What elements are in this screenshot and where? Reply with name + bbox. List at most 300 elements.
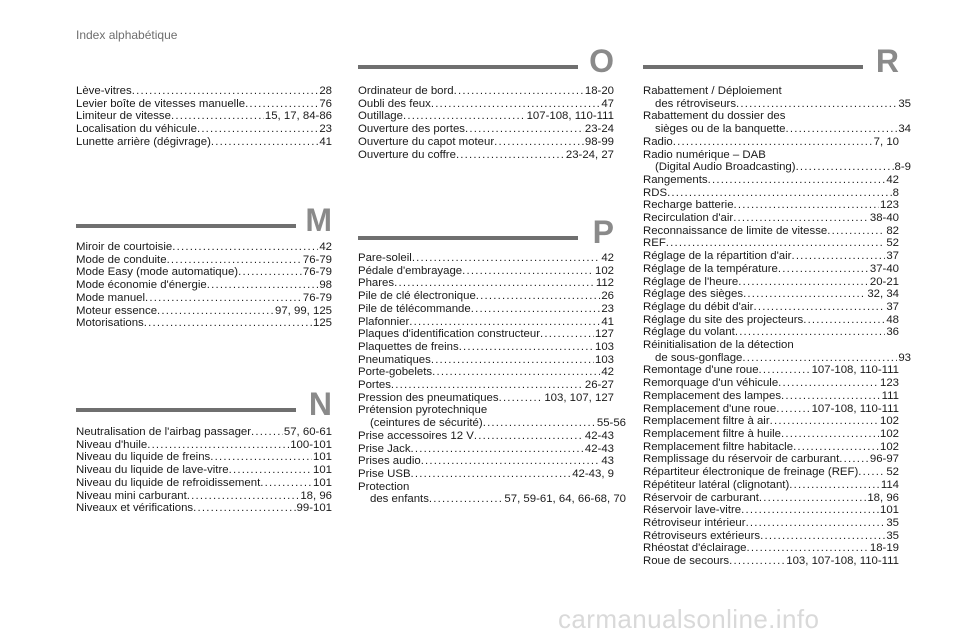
index-entry xyxy=(643,98,911,111)
section-n xyxy=(76,386,332,515)
section-letter: O xyxy=(589,43,614,79)
index-entry xyxy=(76,439,332,452)
index-entry xyxy=(643,149,899,162)
leader-dots xyxy=(167,254,302,267)
index-entry xyxy=(643,555,899,568)
letter-heading-m xyxy=(76,202,332,250)
leader-dots xyxy=(793,441,879,454)
entry-term: Limiteur de vitesse xyxy=(76,110,171,123)
entry-pages: 103, 107-108, 110-111 xyxy=(786,555,899,568)
entry-term: Rangements xyxy=(643,173,708,186)
entry-term: Oubli des feux xyxy=(358,97,431,110)
section-rule xyxy=(76,224,296,228)
entry-term: Rabattement / Déploiement xyxy=(643,85,782,97)
entry-term: Levier boîte de vitesses manuelle xyxy=(76,97,246,110)
entry-pages: 23 xyxy=(601,302,614,315)
index-entry xyxy=(358,123,614,136)
entry-term: RDS xyxy=(643,186,668,199)
leader-dots xyxy=(187,490,300,503)
entry-pages: 18, 96 xyxy=(867,491,899,504)
index-entry xyxy=(643,225,899,238)
index-entry xyxy=(643,136,899,149)
entry-pages: 42-43 xyxy=(584,429,614,442)
entry-term: Plaquettes de freins xyxy=(358,340,459,353)
leader-dots xyxy=(197,123,318,136)
index-entry xyxy=(76,490,332,503)
leader-dots xyxy=(785,123,897,136)
entry-term: Mode de conduite xyxy=(76,253,167,266)
entry-pages: 23-24 xyxy=(584,123,614,136)
leader-dots xyxy=(666,237,886,250)
leader-dots xyxy=(238,266,302,279)
index-entry xyxy=(358,110,614,123)
entry-term: Réglage des sièges xyxy=(643,288,744,301)
entry-term: Réglage de l'heure xyxy=(643,275,739,288)
entry-pages: 23 xyxy=(319,123,332,136)
leader-dots xyxy=(465,123,584,136)
index-entry xyxy=(358,455,614,468)
entry-pages: 42-43, 9 xyxy=(572,467,614,480)
entry-pages: 101 xyxy=(879,504,899,517)
entry-term: Rétroviseur intérieur xyxy=(643,516,746,529)
leader-dots xyxy=(741,504,879,517)
index-entry xyxy=(358,98,614,111)
entry-pages: 8 xyxy=(892,186,899,199)
leader-dots xyxy=(747,542,869,555)
leader-dots xyxy=(429,493,504,506)
entry-pages: 52 xyxy=(886,466,899,479)
entry-term: Réglage du site des projecteurs xyxy=(643,313,804,326)
leader-dots xyxy=(746,517,886,530)
entry-term: Répartiteur électronique de freinage (REF) xyxy=(643,466,859,479)
entry-pages: 97, 99, 125 xyxy=(274,304,332,317)
entry-term: Prises audio xyxy=(358,455,421,468)
entry-term: Pédale d'embrayage xyxy=(358,264,463,277)
index-entry xyxy=(643,314,899,327)
entry-term: (ceintures de sécurité) xyxy=(370,417,483,430)
entry-pages: 18, 96 xyxy=(300,489,332,502)
entry-pages: 26 xyxy=(601,290,614,303)
leader-dots xyxy=(827,225,885,238)
leader-dots xyxy=(391,379,584,392)
entry-term: Réservoir lave-vitre xyxy=(643,504,742,517)
entry-term: Niveau d'huile xyxy=(76,438,148,451)
index-entry xyxy=(643,390,899,403)
index-entry xyxy=(76,98,332,111)
leader-dots xyxy=(778,377,879,390)
entry-pages: 57, 60-61 xyxy=(283,426,332,438)
leader-dots xyxy=(540,328,594,341)
leader-dots xyxy=(738,276,869,289)
leader-dots xyxy=(770,415,879,428)
index-entry xyxy=(76,85,332,98)
leader-dots xyxy=(735,326,886,339)
leader-dots xyxy=(673,136,873,149)
index-entry xyxy=(358,265,614,278)
entry-term: Répétiteur latéral (clignotant) xyxy=(643,478,790,491)
index-entry xyxy=(643,530,899,543)
entry-pages: 34 xyxy=(898,123,911,136)
index-entry xyxy=(358,136,614,149)
index-entry xyxy=(358,149,614,162)
leader-dots xyxy=(144,317,312,330)
leader-dots xyxy=(171,110,264,123)
section-letter: M xyxy=(305,202,332,238)
entry-term: Pile de clé électronique xyxy=(358,290,476,303)
entry-term: Rabattement du dossier des xyxy=(643,110,786,123)
leader-dots xyxy=(411,468,572,481)
index-entry xyxy=(643,250,899,263)
index-entry xyxy=(358,316,614,329)
entry-pages: 42 xyxy=(601,366,614,379)
index-entry xyxy=(358,341,614,354)
index-entry xyxy=(643,263,899,276)
entry-pages: 42 xyxy=(886,173,899,186)
entry-term: Pneumatiques xyxy=(358,353,431,366)
letter-heading-r xyxy=(643,43,899,91)
index-entry xyxy=(643,301,899,314)
entry-term: Réservoir de carburant xyxy=(643,491,759,504)
entry-term: Recharge batterie xyxy=(643,199,734,212)
entry-term: Remplacement filtre à huile xyxy=(643,427,782,440)
leader-dots xyxy=(736,98,897,111)
entry-pages: 57, 59-61, 64, 66-68, 70 xyxy=(504,493,626,506)
entry-pages: 102 xyxy=(594,264,614,277)
entry-pages: 37-40 xyxy=(869,262,899,275)
entry-term: Plaques d'identification constructeur xyxy=(358,328,540,341)
entry-term: Ouverture du capot moteur xyxy=(358,135,495,148)
section-rule xyxy=(358,65,578,69)
entry-term: Protection xyxy=(358,480,410,493)
leader-dots xyxy=(147,439,289,452)
index-entry xyxy=(358,392,614,405)
entry-pages: 100-101 xyxy=(290,438,332,451)
entry-pages: 35 xyxy=(886,529,899,542)
leader-dots xyxy=(733,212,869,225)
index-entry xyxy=(76,502,332,515)
index-entry xyxy=(358,290,614,303)
entry-term: Rhéostat d'éclairage xyxy=(643,542,747,555)
entry-term: de sous-gonflage xyxy=(655,351,743,364)
entry-pages: 28 xyxy=(319,85,332,97)
entry-pages: 82 xyxy=(886,224,899,237)
index-entry xyxy=(643,492,899,505)
entry-term: Réglage du volant xyxy=(643,326,735,339)
leader-dots xyxy=(229,464,312,477)
entry-term: Outillage xyxy=(358,110,403,123)
entry-term: Réglage de la répartition d'air xyxy=(643,250,792,263)
entry-term: (Digital Audio Broadcasting) xyxy=(655,161,796,174)
entry-pages: 18-20 xyxy=(584,85,614,97)
entry-pages: 127 xyxy=(594,328,614,341)
leader-dots xyxy=(781,390,881,403)
index-entry xyxy=(76,136,332,149)
section-rule xyxy=(643,65,863,69)
entry-term: Portes xyxy=(358,379,391,392)
entry-pages: 107-108, 110-111 xyxy=(526,110,614,123)
leader-dots xyxy=(411,443,584,456)
entry-pages: 102 xyxy=(879,415,899,428)
entry-term: Porte-gobelets xyxy=(358,366,433,379)
index-entry xyxy=(76,123,332,136)
index-entry xyxy=(643,479,899,492)
entry-pages: 99-101 xyxy=(296,502,332,515)
entry-term: Pression des pneumatiques xyxy=(358,391,499,404)
index-entry xyxy=(358,493,626,506)
entry-pages: 20-21 xyxy=(869,275,899,288)
entry-term: Réinitialisation de la détection xyxy=(643,339,794,352)
entry-term: Mode manuel xyxy=(76,291,146,304)
entry-pages: 112 xyxy=(595,277,614,290)
index-entry xyxy=(358,443,614,456)
entry-pages: 42-43 xyxy=(584,442,614,455)
entry-pages: 41 xyxy=(601,315,614,328)
index-entry xyxy=(76,451,332,464)
index-entry xyxy=(643,466,899,479)
entry-term: Ouverture des portes xyxy=(358,123,465,136)
entry-term: Roue de secours xyxy=(643,555,730,568)
letter-heading-o xyxy=(358,43,614,91)
index-entry xyxy=(358,366,614,379)
entry-term: Remontage d'une roue xyxy=(643,364,759,377)
entry-term: Plafonnier xyxy=(358,315,410,328)
leader-dots xyxy=(743,288,866,301)
entry-pages: 125 xyxy=(312,317,332,330)
entry-pages: 18-19 xyxy=(869,542,899,555)
index-entry xyxy=(643,428,899,441)
leader-dots xyxy=(210,451,312,464)
watermark: carmanualsonline.info xyxy=(558,604,820,634)
index-entry xyxy=(643,542,899,555)
index-entry xyxy=(76,292,332,305)
entry-term: Prétension pyrotechnique xyxy=(358,404,488,417)
entry-pages: 37 xyxy=(886,300,899,313)
index-entry xyxy=(358,417,626,430)
index-entry xyxy=(358,379,614,392)
leader-dots xyxy=(431,354,594,367)
entry-term: Radio xyxy=(643,135,673,148)
index-entry xyxy=(358,303,614,316)
section-m xyxy=(76,202,332,330)
index-entry xyxy=(643,161,911,174)
leader-dots xyxy=(403,110,526,123)
entry-term: Pare-soleil xyxy=(358,252,412,264)
leader-dots xyxy=(431,98,601,111)
index-entry xyxy=(643,453,899,466)
leader-dots xyxy=(499,392,544,405)
entry-term: Rétroviseurs extérieurs xyxy=(643,529,761,542)
entry-pages: 103 xyxy=(594,353,614,366)
entry-pages: 48 xyxy=(886,313,899,326)
entry-pages: 7, 10 xyxy=(873,135,899,148)
index-entry xyxy=(643,237,899,250)
leader-dots xyxy=(483,417,596,430)
entry-pages: 42 xyxy=(601,252,614,264)
index-entry xyxy=(643,364,899,377)
section-rule xyxy=(358,236,578,240)
entry-term: Recirculation d'air xyxy=(643,212,734,225)
entry-term: Prise accessoires 12 V xyxy=(358,429,474,442)
entry-pages: 8-9 xyxy=(894,161,911,174)
entry-term: Prise USB xyxy=(358,467,411,480)
section-l xyxy=(76,85,332,149)
entry-term: Localisation du véhicule xyxy=(76,123,197,136)
index-entry xyxy=(643,352,911,365)
leader-dots xyxy=(734,199,879,212)
leader-dots xyxy=(474,430,584,443)
entry-pages: 42 xyxy=(319,241,332,253)
entry-term: Remplacement d'une roue xyxy=(643,402,777,415)
entry-pages: 103, 107, 127 xyxy=(544,391,614,404)
entry-term: Lève-vitres xyxy=(76,85,132,97)
leader-dots xyxy=(394,277,595,290)
entry-term: Remplissage du réservoir de carburant xyxy=(643,453,840,466)
index-entry xyxy=(643,377,899,390)
section-rule xyxy=(76,408,296,412)
leader-dots xyxy=(471,303,601,316)
entry-term: Phares xyxy=(358,277,395,290)
entry-term: sièges ou de la banquette xyxy=(655,123,786,136)
letter-heading-p xyxy=(358,214,614,262)
section-o xyxy=(358,43,614,161)
leader-dots xyxy=(421,455,601,468)
leader-dots xyxy=(791,250,885,263)
leader-dots xyxy=(456,149,565,162)
index-entry xyxy=(358,404,614,417)
entry-pages: 36 xyxy=(886,326,899,339)
leader-dots xyxy=(667,187,892,200)
entry-pages: 47 xyxy=(601,97,614,110)
entry-pages: 55-56 xyxy=(596,417,626,430)
index-entry xyxy=(358,481,614,494)
entry-pages: 101 xyxy=(312,464,332,477)
entry-term: Neutralisation de l'airbag passager xyxy=(76,426,252,438)
entry-term: Pile de télécommande xyxy=(358,302,471,315)
leader-dots xyxy=(796,161,894,174)
entry-pages: 101 xyxy=(312,476,332,489)
page-header: Index alphabétique xyxy=(76,28,178,42)
leader-dots xyxy=(742,352,897,365)
index-entry xyxy=(643,199,899,212)
entry-term: Réglage de la température xyxy=(643,262,778,275)
section-letter: P xyxy=(592,214,614,250)
entry-term: Niveau mini carburant xyxy=(76,489,187,502)
index-entry xyxy=(643,187,899,200)
entry-term: Miroir de courtoisie xyxy=(76,241,173,253)
leader-dots xyxy=(759,364,811,377)
leader-dots xyxy=(803,314,885,327)
entry-pages: 111 xyxy=(881,389,899,402)
entry-term: Niveau du liquide de lave-vitre xyxy=(76,464,229,477)
entry-pages: 52 xyxy=(886,237,899,250)
leader-dots xyxy=(778,263,869,276)
index-entry xyxy=(643,174,899,187)
entry-pages: 23-24, 27 xyxy=(565,148,614,161)
index-entry xyxy=(643,288,899,301)
leader-dots xyxy=(462,265,594,278)
leader-dots xyxy=(476,290,601,303)
index-entry xyxy=(358,468,614,481)
entry-pages: 107-108, 110-111 xyxy=(811,402,899,415)
index-entry xyxy=(76,254,332,267)
entry-term: Niveau du liquide de refroidissement xyxy=(76,476,261,489)
entry-pages: 101 xyxy=(312,451,332,464)
index-entry xyxy=(643,339,899,352)
entry-term: Radio numérique – DAB xyxy=(643,148,766,161)
leader-dots xyxy=(753,301,885,314)
index-entry xyxy=(643,415,899,428)
index-entry xyxy=(358,430,614,443)
entry-pages: 96-97 xyxy=(869,453,899,466)
leader-dots xyxy=(459,341,594,354)
entry-pages: 103 xyxy=(594,340,614,353)
entry-term: Ordinateur de bord xyxy=(358,85,454,97)
entry-pages: 123 xyxy=(879,199,899,212)
entry-term: Mode Easy (mode automatique) xyxy=(76,266,239,279)
entry-pages: 76-79 xyxy=(302,253,332,266)
index-entry xyxy=(643,123,911,136)
index-entry xyxy=(76,279,332,292)
index-entry xyxy=(643,504,899,517)
entry-pages: 26-27 xyxy=(584,379,614,392)
entry-pages: 76-79 xyxy=(302,291,332,304)
entry-pages: 35 xyxy=(898,97,911,110)
entry-pages: 98 xyxy=(319,279,332,292)
leader-dots xyxy=(776,403,810,416)
section-letter: R xyxy=(875,43,899,79)
entry-pages: 76 xyxy=(319,97,332,110)
index-entry xyxy=(76,305,332,318)
entry-pages: 38-40 xyxy=(869,212,899,225)
index-entry xyxy=(643,403,899,416)
entry-pages: 102 xyxy=(879,440,899,453)
entry-pages: 76-79 xyxy=(302,266,332,279)
leader-dots xyxy=(157,305,274,318)
entry-pages: 41 xyxy=(319,135,332,148)
entry-term: Niveaux et vérifications xyxy=(76,502,194,515)
index-entry xyxy=(358,277,614,290)
entry-term: Réglage du débit d'air xyxy=(643,300,754,313)
leader-dots xyxy=(781,428,879,441)
entry-pages: 43 xyxy=(601,455,614,468)
section-p xyxy=(358,214,626,506)
entry-term: Remorquage d'un véhicule xyxy=(643,377,779,390)
entry-pages: 35 xyxy=(886,516,899,529)
entry-term: des enfants xyxy=(370,493,429,506)
leader-dots xyxy=(409,316,600,329)
index-entry xyxy=(643,441,899,454)
leader-dots xyxy=(432,366,600,379)
entry-pages: 107-108, 110-111 xyxy=(811,364,899,377)
section-letter: N xyxy=(308,386,332,422)
entry-term: Ouverture du coffre xyxy=(358,148,456,161)
entry-pages: 114 xyxy=(880,478,899,491)
entry-term: Lunette arrière (dégivrage) xyxy=(76,135,211,148)
entry-term: Remplacement des lampes xyxy=(643,389,782,402)
leader-dots xyxy=(729,555,785,568)
index-entry xyxy=(643,276,899,289)
index-entry xyxy=(643,517,899,530)
leader-dots xyxy=(132,85,319,98)
entry-term: des rétroviseurs xyxy=(655,97,737,110)
entry-term: Remplacement filtre à air xyxy=(643,415,770,428)
index-entry xyxy=(76,110,332,123)
entry-term: Prise Jack xyxy=(358,442,411,455)
leader-dots xyxy=(260,477,312,490)
index-entry xyxy=(76,477,332,490)
index-entry xyxy=(76,266,332,279)
leader-dots xyxy=(760,530,885,543)
